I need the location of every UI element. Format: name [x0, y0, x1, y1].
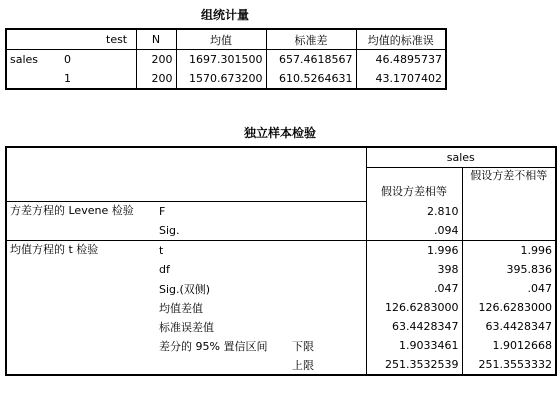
- row-sd: 657.4618567: [266, 50, 356, 70]
- table-row: [6, 69, 446, 89]
- value-unequal: [462, 202, 556, 222]
- stat-label: F: [159, 205, 166, 218]
- sub-label: [284, 221, 366, 241]
- value-equal: .094: [366, 221, 462, 241]
- col-unequal: 假设方差不相等: [462, 168, 556, 202]
- value-unequal: .047: [462, 279, 556, 298]
- value-unequal: [462, 221, 556, 241]
- header-test: test: [48, 29, 136, 50]
- row-n: 200: [136, 50, 176, 70]
- value-equal: 2.810: [366, 202, 462, 222]
- stat-label: Sig.(双侧): [159, 282, 211, 296]
- value-equal: 251.3532539: [366, 355, 462, 375]
- value-equal: 1.9033461: [366, 336, 462, 355]
- group-stats-header-row: [6, 29, 446, 50]
- row-se: 43.1707402: [356, 69, 446, 89]
- header-se: 均值的标准误: [356, 29, 446, 50]
- stat-label: 均值差值: [159, 301, 203, 315]
- value-equal: .047: [366, 279, 462, 298]
- row-n: 200: [136, 69, 176, 89]
- row-mean: 1570.673200: [176, 69, 266, 89]
- value-equal: 126.6283000: [366, 298, 462, 317]
- value-equal: 1.996: [366, 241, 462, 261]
- row-sd: 610.5264631: [266, 69, 356, 89]
- sub-label: [284, 279, 366, 298]
- table-row: [6, 50, 446, 70]
- group-stats-table: [5, 28, 447, 90]
- value-unequal: 251.3553332: [462, 355, 556, 375]
- sub-label: [284, 298, 366, 317]
- independent-test-table: [5, 146, 557, 376]
- group-stats-title: 组统计量: [200, 8, 249, 22]
- row-var: sales: [10, 53, 39, 66]
- value-unequal: 395.836: [462, 260, 556, 279]
- row-test: 1: [64, 72, 71, 85]
- header-mean: 均值: [176, 29, 266, 50]
- stat-label: t: [159, 244, 164, 257]
- row-test: 0: [64, 53, 71, 66]
- header-n: N: [136, 29, 176, 50]
- sub-label: [284, 260, 366, 279]
- sub-label: [284, 241, 366, 261]
- stat-label: df: [159, 263, 170, 276]
- value-equal: 63.4428347: [366, 317, 462, 336]
- var-header: sales: [366, 147, 556, 168]
- col-equal: 假设方差相等: [366, 168, 462, 202]
- sub-label: [284, 202, 366, 222]
- stat-label: Sig.: [156, 221, 284, 241]
- ind-header-row-1: [6, 147, 556, 168]
- value-equal: 398: [366, 260, 462, 279]
- stat-label: 标准误差值: [159, 320, 214, 334]
- ind-test-title: 独立样本检验: [243, 126, 316, 140]
- levene-label: 方差方程的 Levene 检验: [6, 202, 156, 241]
- ttest-label: 均值方程的 t 检验: [10, 243, 99, 256]
- sub-label: 下限: [292, 339, 314, 353]
- sub-label: 上限: [292, 358, 314, 372]
- header-sd: 标准差: [266, 29, 356, 50]
- corner-cell: [6, 147, 366, 202]
- sub-label: [284, 317, 366, 336]
- value-unequal: 1.996: [462, 241, 556, 261]
- value-unequal: 126.6283000: [462, 298, 556, 317]
- row-var: [6, 69, 48, 89]
- value-unequal: 63.4428347: [462, 317, 556, 336]
- header-var: [6, 29, 48, 50]
- table-row: [6, 202, 556, 222]
- row-se: 46.4895737: [356, 50, 446, 70]
- value-unequal: 1.9012668: [462, 336, 556, 355]
- table-row: [6, 241, 556, 261]
- stat-label: 差分的 95% 置信区间: [159, 339, 268, 353]
- row-mean: 1697.301500: [176, 50, 266, 70]
- stat-label: [156, 355, 284, 375]
